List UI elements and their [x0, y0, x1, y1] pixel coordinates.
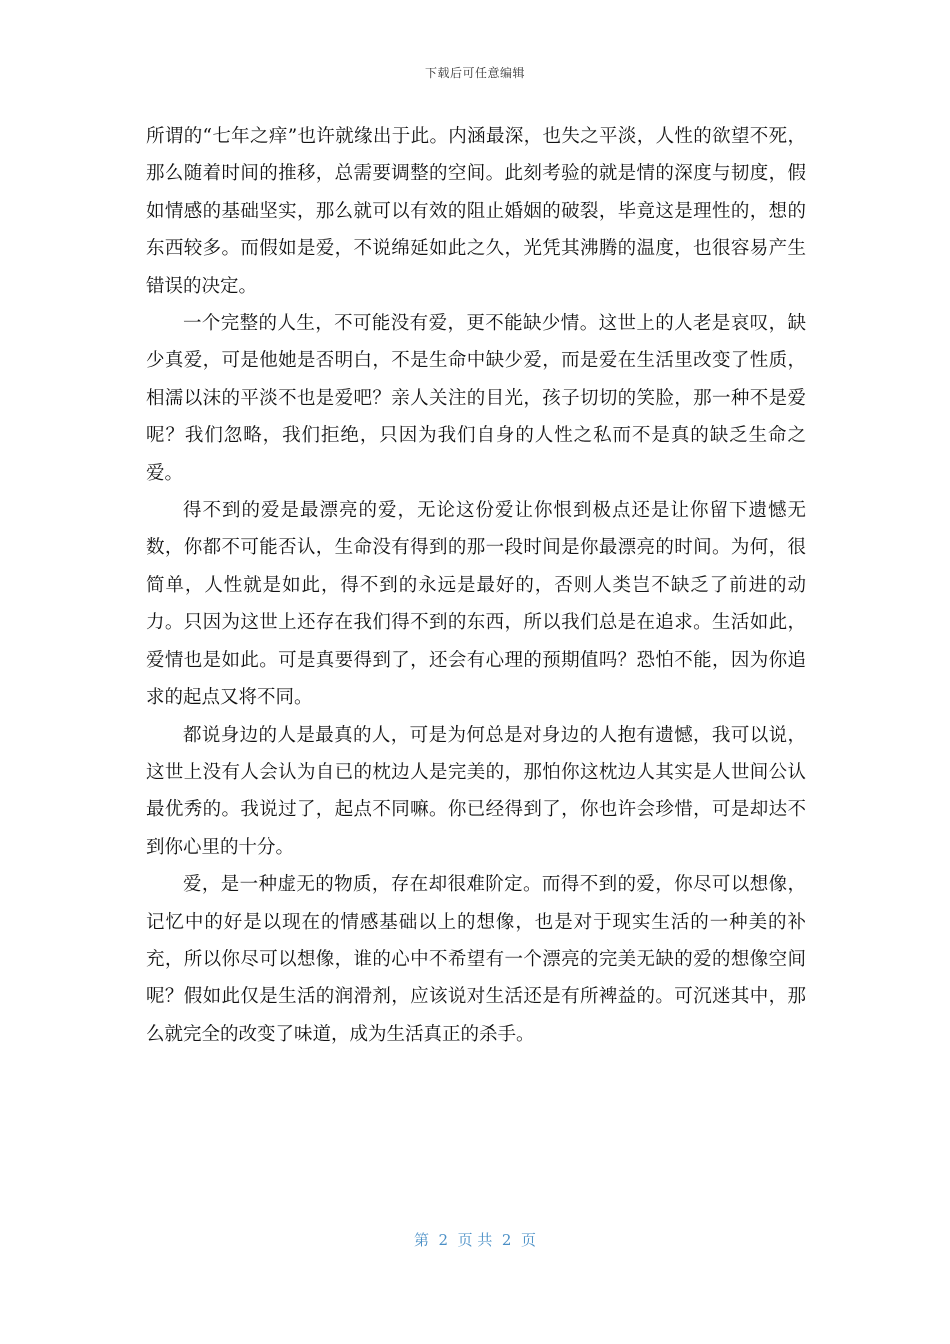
- paragraph-5: 爱，是一种虚无的物质，存在却很难阶定。而得不到的爱，你尽可以想像，记忆中的好是以现在的情感基础以上的想像，也是对于现实生活的一种美的补充，所以你尽可以想像，谁的心中不希望有一个漂亮的完美无缺的爱的想像空间呢？假如此仅是生活的润滑剂，应该说对生活还是有所裨益的。可沉迷其中，那么就完全的改变了味道，成为生活真正的杀手。: [146, 874, 806, 1045]
- paragraph-2: 一个完整的人生，不可能没有爱，更不能缺少情。这世上的人老是哀叹，缺少真爱，可是他她是否明白，不是生命中缺少爱，而是爱在生活里改变了性质，相濡以沫的平淡不也是爱吧？亲人关注的目光，孩子切切的笑脸，那一种不是爱呢？我们忽略，我们拒绝，只因为我们自身的人性之私而不是真的缺乏生命之爱。: [146, 313, 806, 484]
- page-number-footer: 第 2 页 共 2 页: [414, 1231, 536, 1249]
- paragraph-3: 得不到的爱是最漂亮的爱，无论这份爱让你恨到极点还是让你留下遗憾无数，你都不可能否认，生命没有得到的那一段时间是你最漂亮的时间。为何，很简单，人性就是如此，得不到的永远是最好的，否则人类岂不缺乏了前进的动力。只因为这世上还存在我们得不到的东西，所以我们总是在追求。生活如此，爱情也是如此。可是真要得到了，还会有心理的预期值吗？恐怕不能，因为你追求的起点又将不同。: [146, 500, 806, 709]
- document-body: [146, 118, 806, 1053]
- page-header: 下载后可任意编辑: [424, 66, 525, 80]
- paragraph-1: 所谓的“七年之痒”也许就缘出于此。内涵最深，也失之平淡，人性的欲望不死，那么随着时间的推移，总需要调整的空间。此刻考验的就是情的深度与韧度，假如情感的基础坚实，那么就可以有效的阻止婚姻的破裂，毕竟这是理性的，想的东西较多。而假如是爱，不说绵延如此之久，光凭其沸腾的温度，也很容易产生错误的决定。: [146, 126, 806, 297]
- paragraph-4: 都说身边的人是最真的人，可是为何总是对身边的人抱有遗憾，我可以说，这世上没有人会认为自已的枕边人是完美的，那怕你这枕边人其实是人世间公认最优秀的。我说过了，起点不同嘛。你已经得到了，你也许会珍惜，可是却达不到你心里的十分。: [146, 724, 806, 858]
